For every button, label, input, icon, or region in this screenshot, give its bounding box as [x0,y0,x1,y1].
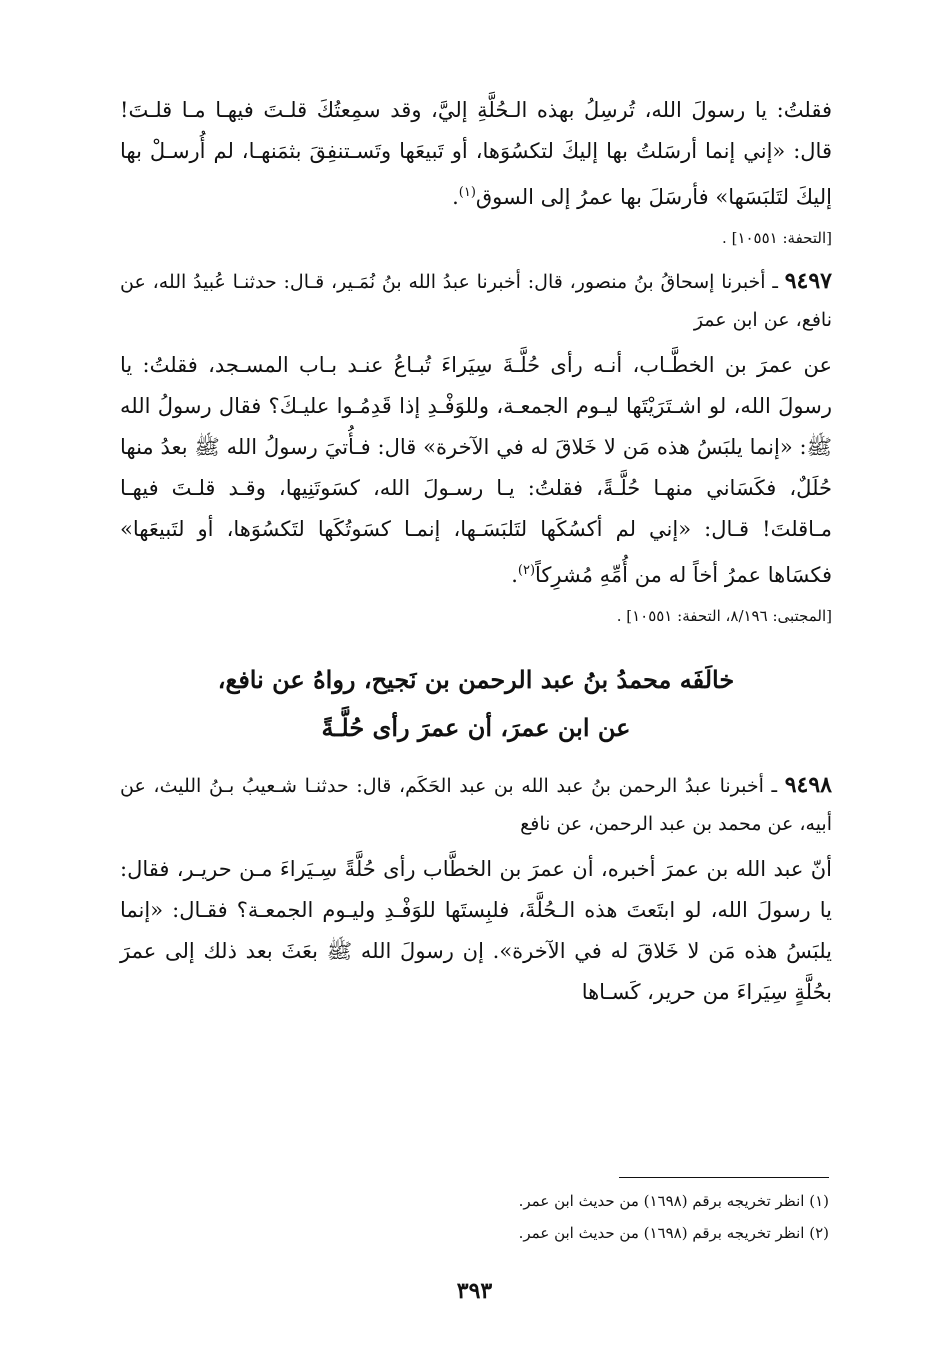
top-paragraph-text: فقلتُ: يا رسولَ الله، تُرسِلُ بهذه الـحُلَّةِ إليَّ، وقد سمِعتُكَ قلـتَ فيهـا مـا قلـتَ! قال: «إني إنما أرسَلتُ بها إليكَ لتكسُوَها، أو تَبيعَها وتَسـتنفِقَ بثمَنهـا، لم أُرسـلْ بها إليكَ لتَلبَسَها» فأرسَلَ بها عمرُ إلى السوق [120,98,832,209]
chapter-heading-line-2: عن ابن عمرَ، أن عمرَ رأى حُلَّـةً [321,713,631,742]
hadith-9497-end: . [511,563,518,587]
hadith-number-9497: ٩٤٩٧ [784,268,832,294]
reference-tuhfa-1: [التحفة: ١٠٥٥١] . [722,229,832,247]
hadith-9498-isnad-text: ـ أخبرنا عبدُ الرحمن بنُ عبد الله بن عبد الحَكَم، قال: حدثنـا شـعيبُ بـنُ الليث، عن أبيه، عن محمد بن عبد الرحمن، عن نافع [120,775,832,835]
footnote-divider [619,1177,829,1178]
footnote-marker-2: (٢) [517,563,536,578]
footnote-2: (٢) انظر تخريجه برقم (١٦٩٨) من حديث ابن عمر. [518,1224,829,1242]
hadith-number-9498: ٩٤٩٨ [784,772,832,798]
hadith-9497-matn-text: عن عمرَ بن الخطَّـاب، أنـه رأى حُلَّـةَ سِيَراءَ تُبـاعُ عنـد بـاب المسـجد، فقلتُ: يا رسولَ الله، لو اشـتَرَيْتَها ليـوم الجمعـة، وللوَفْـدِ إذا قَدِمُـوا عليـكَ؟ فقال رسولُ الله ﷺ: «إنما يلبَسُ هذه مَن لا خَلاقَ له في الآخرة» قال: فـأُتيَ رسولُ الله ﷺ بعدُ منها حُلَلٌ، فكَسَاني منهـا حُلَّـةً، فقلتُ: يـا رسـولَ الله، كسَوتَنِيها، وقـد قلـتَ فيهـا مـاقلتَ! قـال: «إني لم أكسُكَها لتَلبَسَـها، إنمـا كسَوتُكَها لتَكسُوَها، أو لتَبيعَها» فكسَاها عمرُ أخاً له من أُمِّهِ مُشرِكاً [120,353,832,587]
top-paragraph-end: . [452,185,459,209]
hadith-9497-matn [120,345,832,596]
hadith-9498-isnad [120,766,832,843]
page-body [120,90,832,1013]
hadith-9498-matn: أنّ عبد الله بن عمرَ أخبره، أن عمرَ بن الخطَّاب رأى حُلَّةً سِـيَراءَ مـن حريـر، فقال: يا رسولَ الله، لو ابتَعتَ هذه الـحُلَّةَ، فلبِستَها للوَفْـدِ وليـوم الجمعـة؟ فقـال: «إنما يلبَسُ هذه مَن لا خَلاقَ له في الآخرة». إن رسولَ الله ﷺ بعَثَ بعد ذلك إلى عمرَ بحُلَّةٍ سِيَراءَ من حرير، كَسـاها [120,857,832,1004]
page-number: ٣٩٣ [456,1278,493,1304]
chapter-heading-line-1: خالَفَه محمدُ بنُ عبد الرحمن بن نَجيح، رواهُ عن نافع، [217,665,735,694]
hadith-9497-isnad-text: ـ أخبرنا إسحاقُ بنُ منصور، قال: أخبرنا عبدُ الله بنُ نُمَـير، قـال: حدثنـا عُبيدُ الله، عن نافع، عن ابن عمرَ [120,271,832,331]
footnotes [117,1185,829,1249]
footnote-1: (١) انظر تخريجه برقم (١٦٩٨) من حديث ابن عمر. [518,1192,829,1210]
footnote-marker-1: (١) [458,185,476,200]
chapter-heading [120,656,832,752]
hadith-9497-isnad [120,262,832,339]
reference-mujtaba-tuhfa: [المجتبى: ٨/١٩٦، التحفة: ١٠٥٥١] . [616,607,832,625]
top-paragraph [120,90,832,218]
